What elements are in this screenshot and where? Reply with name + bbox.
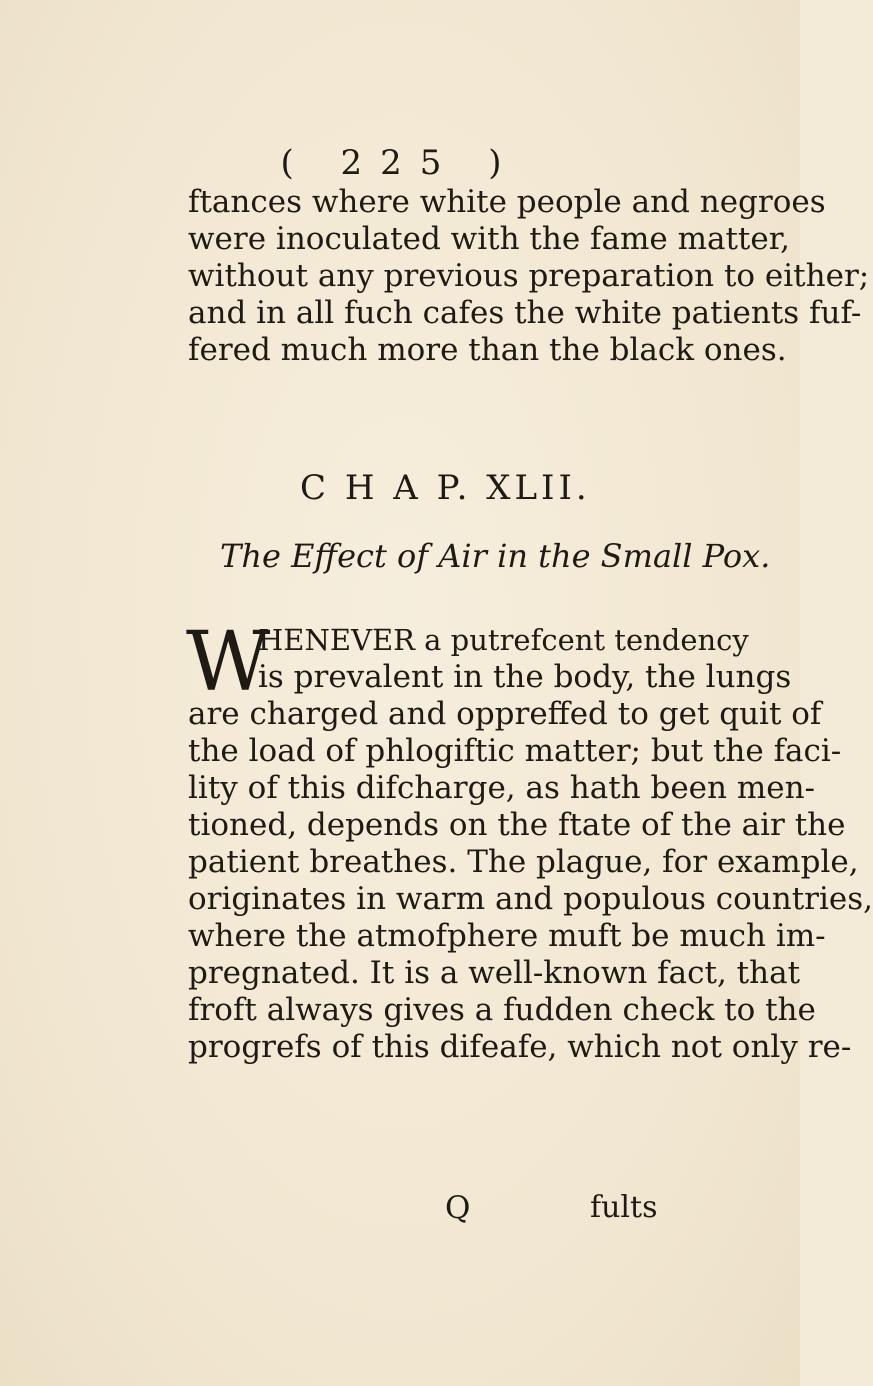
text-line: pregnated. It is a well-known fact, that <box>188 955 801 991</box>
chapter-title: The Effect of Air in the Small Pox. <box>220 537 771 575</box>
chapter-heading: C H A P. XLII. <box>300 468 591 508</box>
page-number-header: ( 225 ) <box>280 143 520 183</box>
text-line: where the atmofphere muft be much im- <box>188 918 826 954</box>
paragraph-body <box>186 615 873 1066</box>
text-line: originates in warm and populous countries, <box>188 881 873 917</box>
drop-cap: W <box>186 615 271 710</box>
text-line: patient breathes. The plague, for example, <box>188 844 859 880</box>
paragraph-continued <box>188 184 870 369</box>
signature-mark: Q <box>445 1190 471 1226</box>
text-line: lity of this difcharge, as hath been men- <box>188 770 816 806</box>
text-line: without any previous preparation to either; <box>188 258 870 294</box>
text-line: are charged and oppreffed to get quit of <box>188 696 822 732</box>
catchword: fults <box>590 1190 658 1225</box>
text-line: tioned, depends on the ftate of the air the <box>188 807 846 843</box>
text-line: HENEVER a putrefcent tendency <box>258 623 749 657</box>
text-line: and in all fuch cafes the white patients fuf- <box>188 295 862 331</box>
text-line: fered much more than the black ones. <box>188 332 787 368</box>
text-line: is prevalent in the body, the lungs <box>258 659 792 695</box>
text-line: progrefs of this difeafe, which not only re- <box>188 1029 852 1065</box>
text-line: were inoculated with the fame matter, <box>188 221 790 257</box>
text-line: the load of phlogiftic matter; but the faci- <box>188 733 842 769</box>
text-line: ftances where white people and negroes <box>188 184 826 220</box>
text-line: froft always gives a fudden check to the <box>188 992 816 1028</box>
